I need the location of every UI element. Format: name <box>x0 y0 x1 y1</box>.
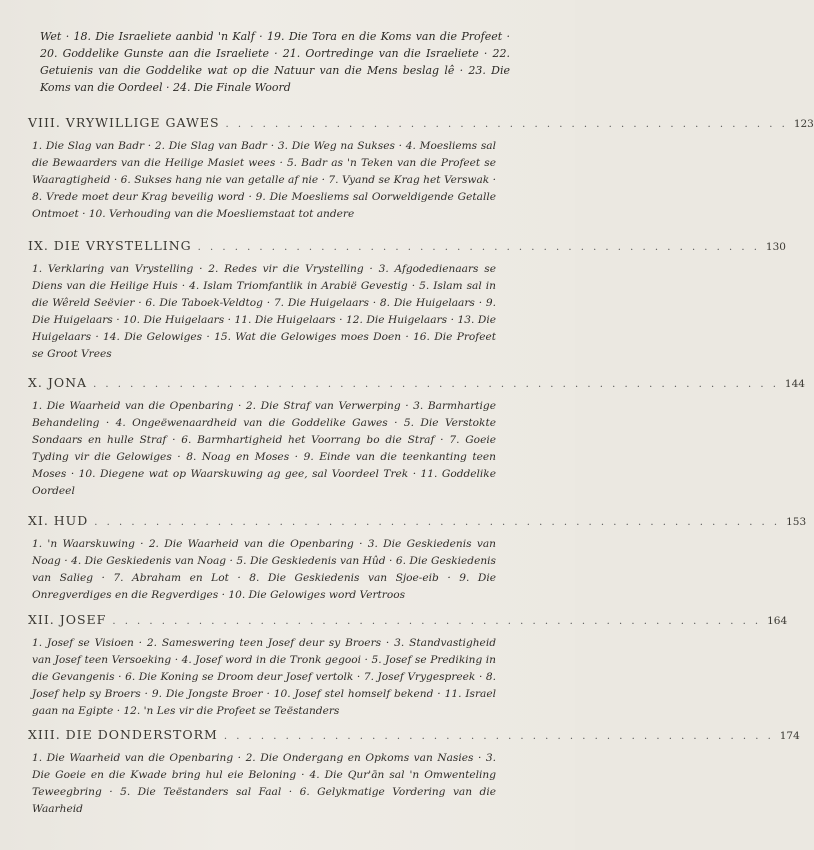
chapter-heading-row <box>28 513 807 528</box>
chapter-xi <box>28 513 807 604</box>
chapter-heading-row <box>28 115 814 130</box>
page-number: 164 <box>767 615 788 627</box>
page-number: 144 <box>784 378 805 390</box>
dot-leader: . . . . . . . . . . . . . . . . . . . . . . . . . . . . . . . . . . . . . . . . . . . . . . . . . . . . . <box>112 616 762 627</box>
chapter-xiii <box>28 727 800 818</box>
page-number: 130 <box>765 241 786 253</box>
chapter-contents: 1. Josef se Visioen · 2. Sameswering teen Josef deur sy Broers · 3. Standvastigheid van Josef teen Versoeking · 4. Josef word in die Tronk gegooi · 5. Josef se Prediking in die Gevangenis · 6. Die Koning se Droom deur Josef vertolk · 7. Josef Vrygespreek · 8. Josef help sy Broers · 9. Die Jongste Broer · 10. Josef stel homself bekend · 11. Israel gaan na Egipte · 12. 'n Les vir die Profeet se Teëstanders <box>32 637 496 717</box>
chapter-contents: 1. 'n Waarskuwing · 2. Die Waarheid van die Openbaring · 3. Die Geskiedenis van Noag · 4. Die Geskiedenis van Noag · 5. Die Geskiedenis van Hûd · 6. Die Geskiedenis van Salieg · 7. Abraham en Lot · 8. Die Geskiedenis van Sjoe-eib · 9. Die Onregverdiges en die Regverdiges · 10. Die Gelowiges word Vertroos <box>32 538 496 601</box>
dot-leader: . . . . . . . . . . . . . . . . . . . . . . . . . . . . . . . . . . . . . . . . . . . . . <box>223 731 774 742</box>
chapter-heading-row <box>28 612 788 627</box>
chapter-contents: 1. Die Waarheid van die Openbaring · 2. Die Ondergang en Opkoms van Nasies · 3. Die Goeie en die Kwade bring hul eie Beloning · 4. Die Qur'ān sal 'n Omwenteling Teweegbring · 5. Die Teëstanders sal Faal · 6. Gelykmatige Vordering van die Waarheid <box>32 752 496 815</box>
chapter-heading-row <box>28 727 800 742</box>
chapter-ix <box>28 238 786 363</box>
chapter-xii <box>28 612 788 720</box>
chapter-viii <box>28 115 814 223</box>
chapter-contents: 1. Die Waarheid van die Openbaring · 2. Die Straf van Verwerping · 3. Barmhartige Behandeling · 4. Ongeëwenaardheid van die Goddelike Gawes · 5. Die Verstokte Sondaars en hulle Straf · 6. Barmhartigheid het Voorrang bo die Straf · 7. Goeie Tyding vir die Gelowiges · 8. Noag en Moses · 9. Einde van die teenkanting teen Moses · 10. Diegene wat op Waarskuwing ag gee, sal Voordeel Trek · 11. Goddelike Oordeel <box>32 400 496 497</box>
chapter-title: X. JONA <box>28 375 88 390</box>
dot-leader: . . . . . . . . . . . . . . . . . . . . . . . . . . . . . . . . . . . . . . . . . . . . . . . . . . . . . . . . <box>93 379 779 390</box>
page-number: 123 <box>793 118 814 130</box>
chapter-heading-row <box>28 238 786 253</box>
page-number: 153 <box>786 516 807 528</box>
dot-leader: . . . . . . . . . . . . . . . . . . . . . . . . . . . . . . . . . . . . . . . . . . . . . . <box>225 119 788 130</box>
chapter-title: IX. DIE VRYSTELLING <box>28 238 192 253</box>
dot-leader: . . . . . . . . . . . . . . . . . . . . . . . . . . . . . . . . . . . . . . . . . . . . . . . . . . . . . . . . <box>94 517 781 528</box>
chapter-title: XI. HUD <box>28 513 89 528</box>
dot-leader: . . . . . . . . . . . . . . . . . . . . . . . . . . . . . . . . . . . . . . . . . . . . . . <box>197 242 760 253</box>
chapter-contents-continued: Wet · 18. Die Israeliete aanbid 'n Kalf · 19. Die Tora en die Koms van die Profeet · 20. Goddelike Gunste aan die Israeliete · 21. Oortredinge van die Israeliete · 22. Getuienis van die Goddelike wat op die Natuur van die Mens beslag lê · 23. Die Koms van die Oordeel · 24. Die Finale Woord <box>40 30 510 94</box>
chapter-heading-row <box>28 375 805 390</box>
page-number: 174 <box>779 730 800 742</box>
chapter-title: XIII. DIE DONDERSTORM <box>28 727 218 742</box>
chapter-title: XII. JOSEF <box>28 612 107 627</box>
chapter-contents: 1. Verklaring van Vrystelling · 2. Redes vir die Vrystelling · 3. Afgodedienaars se Diens van die Heilige Huis · 4. Islam Triomfantlik in Arabië Gevestig · 5. Islam sal in die Wêreld Seëvier · 6. Die Taboek-Veldtog · 7. Die Huigelaars · 8. Die Huigelaars · 9. Die Huigelaars · 10. Die Huigelaars · 11. Die Huigelaars · 12. Die Huigelaars · 13. Die Huigelaars · 14. Die Gelowiges · 15. Wat die Gelowiges moes Doen · 16. Die Profeet se Groot Vrees <box>32 263 496 360</box>
chapter-contents: 1. Die Slag van Badr · 2. Die Slag van Badr · 3. Die Weg na Sukses · 4. Moesliems sal die Bewaarders van die Heilige Masiet wees · 5. Badr as 'n Teken van die Profeet se Waaragtigheid · 6. Sukses hang nie van getalle af nie · 7. Vyand se Krag het Verswak · 8. Vrede moet deur Krag beveilig word · 9. Die Moesliems sal Oorweldigende Getalle Ontmoet · 10. Verhouding van die Moesliemstaat tot andere <box>32 140 496 220</box>
chapter-x <box>28 375 805 500</box>
chapter-title: VIII. VRYWILLIGE GAWES <box>28 115 220 130</box>
